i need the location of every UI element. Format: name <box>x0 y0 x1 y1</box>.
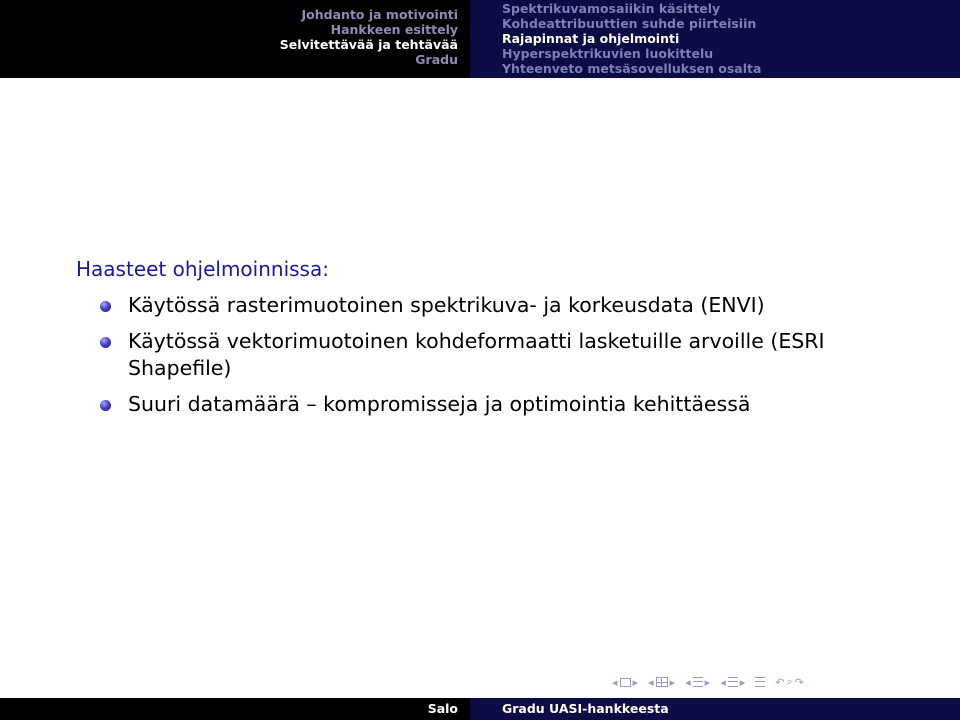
slide-heading: Haasteet ohjelmoinnissa: <box>76 257 329 281</box>
frame-nav-control[interactable] <box>612 676 638 689</box>
undo-icon[interactable]: ↶ <box>775 675 785 689</box>
presentation-icon[interactable] <box>728 677 738 687</box>
nav-subsection-spektrikuvamosaiikki[interactable]: Spektrikuvamosaiikin käsittely <box>502 1 721 16</box>
arrow-right-icon[interactable]: ▸ <box>632 675 639 689</box>
equivalent-control[interactable] <box>755 677 765 687</box>
footer-title: Gradu UASI-hankkeesta <box>502 701 669 716</box>
nav-section-johdanto[interactable]: Johdanto ja motivointi <box>301 7 458 22</box>
subsection-nav-control[interactable] <box>648 676 675 689</box>
search-control[interactable] <box>775 675 804 689</box>
arrow-left-icon[interactable]: ◂ <box>720 675 726 689</box>
bullet-item <box>100 391 900 418</box>
footer-bar <box>0 698 960 720</box>
nav-subsection-rajapinnat[interactable]: Rajapinnat ja ohjelmointi <box>502 31 680 46</box>
nav-section-gradu[interactable]: Gradu <box>415 52 458 67</box>
header-bar <box>0 0 960 78</box>
arrow-left-icon[interactable]: ◂ <box>685 675 691 689</box>
section-nav-control[interactable] <box>685 676 710 689</box>
footer-author: Salo <box>427 701 458 716</box>
bullet-text: Käytössä rasterimuotoinen spektrikuva- ja korkeusdata (ENVI) <box>128 293 765 317</box>
section-nav <box>0 0 470 78</box>
arrow-right-icon[interactable]: ▸ <box>704 675 711 689</box>
bullet-text: Suuri datamäärä – kompromisseja ja optimointia kehittäessä <box>128 392 751 416</box>
arrow-right-icon[interactable]: ▸ <box>669 675 676 689</box>
redo-icon[interactable]: ↷ <box>794 675 804 689</box>
equivalent-icon[interactable] <box>755 677 765 687</box>
bullet-item <box>100 328 900 382</box>
nav-section-selvitettavaa[interactable]: Selvitettävää ja tehtävää <box>279 37 458 52</box>
bullet-list <box>100 292 900 427</box>
section-icon[interactable] <box>693 677 703 687</box>
nav-section-hankkeen-esittely[interactable]: Hankkeen esittely <box>330 22 458 37</box>
arrow-right-icon[interactable]: ▸ <box>739 675 746 689</box>
bullet-item <box>100 292 900 319</box>
arrow-left-icon[interactable]: ◂ <box>648 675 654 689</box>
navigation-symbols <box>612 675 810 689</box>
arrow-left-icon[interactable]: ◂ <box>612 675 618 689</box>
nav-subsection-hyperspektri[interactable]: Hyperspektrikuvien luokittelu <box>502 46 714 61</box>
bullet-ball-icon <box>100 400 111 411</box>
bullet-text: Käytössä vektorimuotoinen kohdeformaatti lasketuille arvoille (ESRI Shapefile) <box>128 329 825 380</box>
subsection-nav <box>470 0 960 78</box>
bullet-ball-icon <box>100 301 111 312</box>
nav-subsection-yhteenveto[interactable]: Yhteenveto metsäsovelluksen osalta <box>502 61 762 76</box>
nav-subsection-kohdeattribuutit[interactable]: Kohdeattribuuttien suhde piirteisiin <box>502 16 757 31</box>
search-icon[interactable]: ⌕ <box>786 675 793 688</box>
frame-icon[interactable] <box>620 678 631 687</box>
presentation-nav-control[interactable] <box>720 676 745 689</box>
bullet-ball-icon <box>100 337 111 348</box>
subsection-icon[interactable] <box>656 677 668 687</box>
